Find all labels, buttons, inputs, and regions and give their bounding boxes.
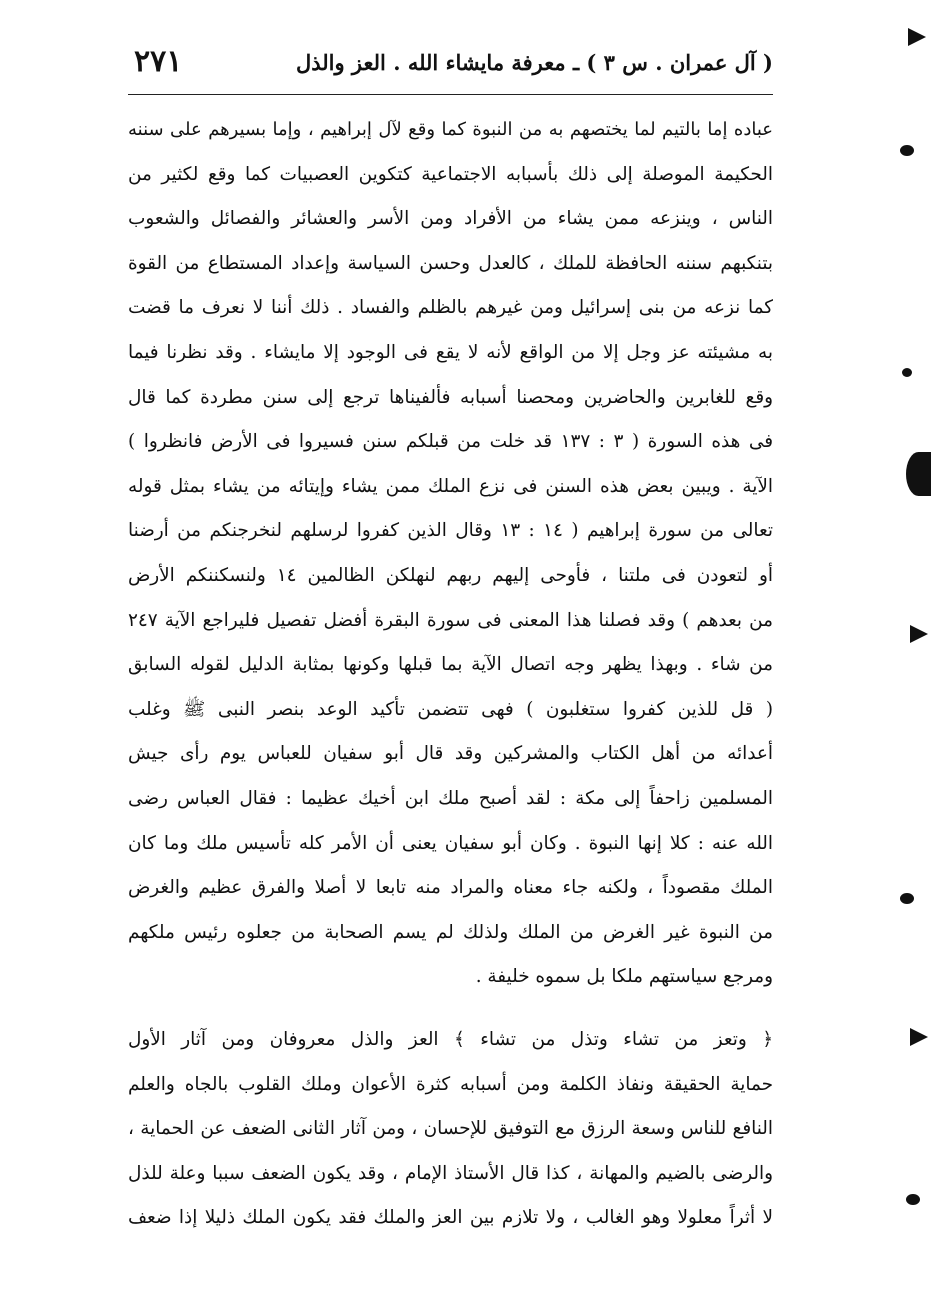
text-line: المسلمين زاحفاً إلى مكة : لقد أصبح ملك ابن أخيك عظيما : فقال العباس رضى: [128, 787, 773, 809]
text-line: بتنكبهم سننه الحافظة للملك ، كالعدل وحسن السياسة وإعداد المستطاع من القوة: [128, 252, 773, 274]
margin-mark: [910, 1028, 928, 1046]
text-line: وقع للغابرين والحاضرين ومحصنا أسبابه فألفيناها ترجع إلى سنن مطردة كما قال: [128, 386, 773, 408]
text-line: الملك مقصوداً ، ولكنه جاء معناه والمراد منه تابعا لا أصلا والفرق عظيم والغرض: [128, 877, 773, 899]
text-line: الحكيمة الموصلة إلى ذلك بأسبابه الاجتماعية كتكوين العصبيات كما وقع لكثير من: [128, 163, 773, 185]
text-line: الله عنه : كلا إنها النبوة . وكان أبو سفيان يعنى أن الأمر كله تأسيس ملك وما كان: [128, 832, 773, 854]
text-line: عباده إما بالتيم لما يختصهم به من النبوة كما وقع لآل إبراهيم ، وإما بسيرهم على سننه: [128, 119, 773, 140]
text-line: كما نزعه من بنى إسرائيل ومن غيرهم بالظلم والفساد . ذلك أننا لا نعرف ما قضت: [128, 297, 773, 319]
text-line: من شاء . وبهذا يظهر وجه اتصال الآية بما قبلها وكونها بمثابة الدليل لقوله السابق: [128, 654, 773, 676]
text-line: به مشيئته عز وجل إلا من الواقع لأنه لا يقع فى الوجود إلا مايشاء . وقد نظرنا فيما: [128, 341, 773, 363]
margin-mark: [906, 1194, 920, 1205]
margin-mark: [906, 452, 931, 496]
text-line: أو لتعودن فى ملتنا ، فأوحى إليهم ربهم لنهلكن الظالمين ١٤ ولنسكننكم الأرض: [128, 564, 773, 586]
text-line: ومرجع سياستهم ملكا بل سموه خليفة .: [475, 966, 773, 988]
text-line: أعدائه من أهل الكتاب والمشركين وقد قال أبو سفيان للعباس يوم رأى جيش: [128, 743, 773, 765]
text-line: الآية . ويبين بعض هذه السنن فى نزع الملك ممن يشاء وإيتائه من يشاء بمثل قوله: [128, 475, 773, 497]
margin-mark: [910, 625, 928, 643]
margin-mark: [900, 893, 914, 904]
text-line: من بعدهم ) وقد فصلنا هذا المعنى فى سورة البقرة أفضل تفصيل فليراجع الآية ٢٤٧: [128, 609, 773, 631]
text-line: النافع للناس وسعة الرزق مع التوفيق للإحسان ، ومن آثار الثانى الضعف عن الحماية ،: [128, 1118, 773, 1140]
text-line: والرضى بالضيم والمهانة ، كذا قال الأستاذ الإمام ، وقد يكون الضعف سببا وعلة للذل: [128, 1162, 773, 1184]
text-line: ﴿ وتعز من تشاء وتذل من تشاء ﴾ العز والذل معروفان ومن آثار الأول: [128, 1029, 773, 1050]
commentary-paragraph-two: [128, 1018, 773, 1241]
margin-mark: [900, 145, 914, 156]
header-divider: [128, 94, 773, 95]
margin-mark: [908, 28, 926, 46]
text-line: تعالى من سورة إبراهيم ( ١٤ : ١٣ وقال الذين كفروا لرسلهم لنخرجنكم من أرضنا: [128, 520, 773, 542]
text-line: الناس ، وينزعه ممن يشاء من الأفراد ومن الأسر والعشائر والفصائل والشعوب: [128, 208, 773, 230]
page-number: ٢٧١: [134, 44, 183, 79]
page-header: [128, 44, 773, 92]
text-line: من النبوة غير الغرض من الملك ولذلك لم يسم الصحابة من جعلوه رئيس ملكهم: [128, 921, 773, 943]
margin-mark: [902, 368, 912, 377]
text-line: فى هذه السورة ( ٣ : ١٣٧ قد خلت من قبلكم سنن فسيروا فى الأرض فانظروا ): [128, 431, 773, 453]
commentary-paragraph-one: [128, 108, 773, 1000]
text-line: لا أثراً معلولا وهو الغالب ، ولا تلازم بين العز والملك فقد يكون الملك ذليلا إذا ضعف: [128, 1207, 773, 1229]
text-line: ( قل للذين كفروا ستغلبون ) فهى تتضمن تأكيد الوعد بنصر النبى ﷺ وغلب: [128, 698, 773, 720]
text-line: حماية الحقيقة ونفاذ الكلمة ومن أسبابه كثرة الأعوان وملك القلوب بالجاه والعلم: [128, 1073, 773, 1095]
running-title: ( آل عمران . س ٣ ) ـ معرفة مايشاء الله . العز والذل: [295, 50, 773, 75]
